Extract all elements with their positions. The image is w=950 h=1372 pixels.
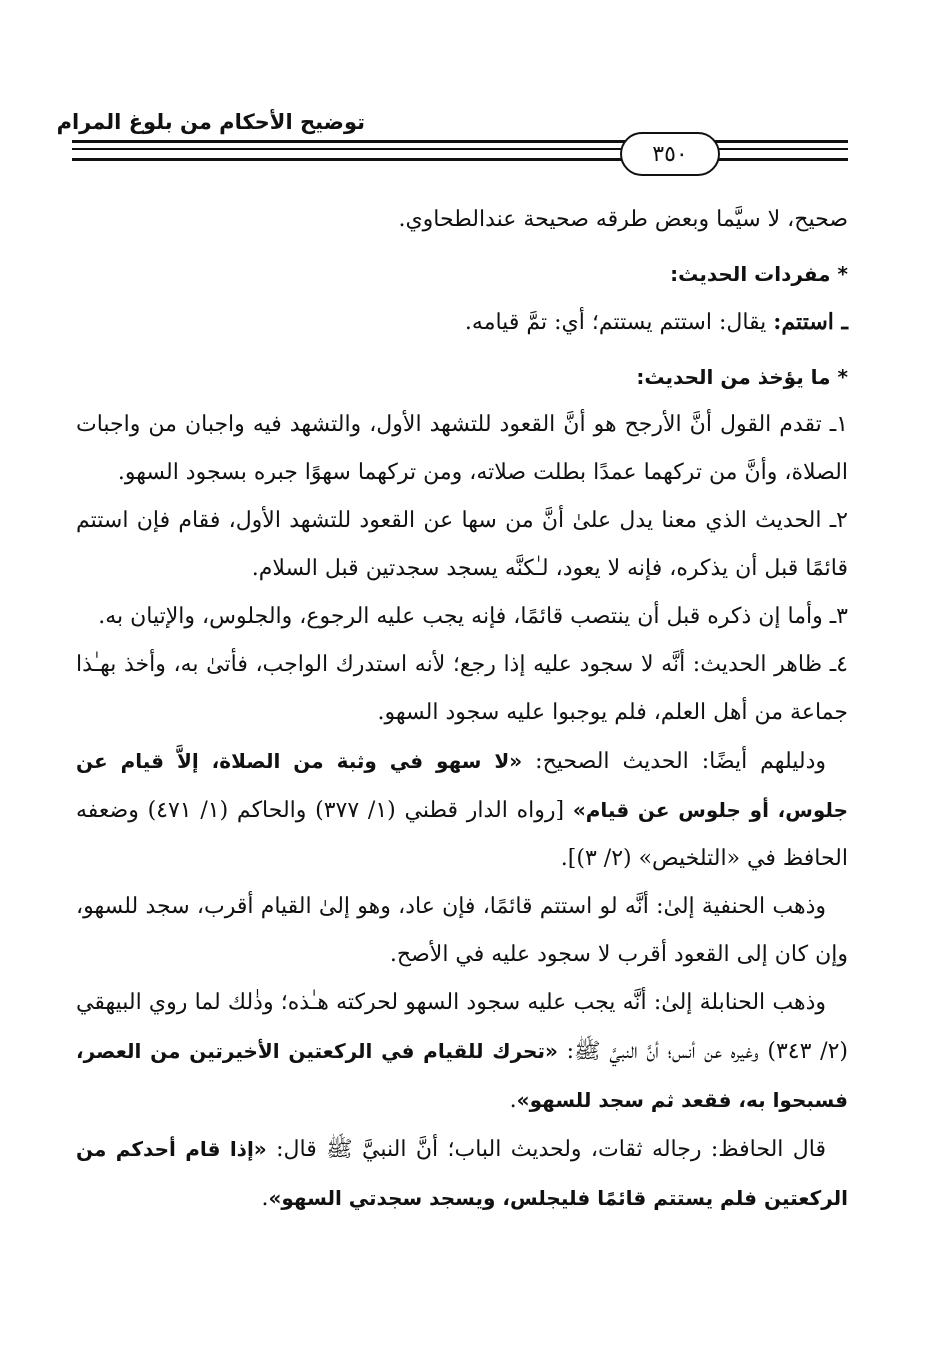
paragraph-hanbali xyxy=(76,979,848,1125)
header-rule-middle xyxy=(72,148,848,150)
paragraph-hanbali-text: وذهب الحنابلة إلىٰ: أنَّه يجب عليه سجود السهو لحركته هـٰذه؛ وذٰلك لما روي البيهقي (٢/ ٣٤٣) وغيره عن أنس؛ أنَّ النبيَّ ﷺ: xyxy=(76,990,848,1064)
running-header-title: توضيح الأحكام من بلوغ المرام xyxy=(56,110,365,134)
vocab-term: ـ استتم: xyxy=(773,309,848,335)
header-rule-bottom xyxy=(72,158,848,161)
paragraph-evidence-text: ودليلهم أيضًا: الحديث الصحيح: xyxy=(522,749,826,774)
header-rule-top xyxy=(72,140,848,143)
heading-vocabulary: * مفردات الحديث: xyxy=(670,262,848,286)
paragraph-hafiz-text: قال الحافظ: رجاله ثقات، ولحديث الباب؛ أنَّ النبيَّ ﷺ قال: xyxy=(266,1137,826,1162)
intro-line: صحيح، لا سيَّما وبعض طرقه صحيحة عندالطحاوي. xyxy=(398,207,848,232)
paragraph-hafiz xyxy=(76,1125,848,1223)
page-number: ٣٥٠ xyxy=(652,141,688,167)
hadith-quote-3: «إذا قام أحدكم من الركعتين فلم يستتم قائمًا فليجلس، ويسجد سجدتي السهو» xyxy=(76,1137,848,1210)
hadith-quote-1: «لا سهو في وثبة من الصلاة، إلاَّ قيام عن جلوس، أو جلوس عن قيام» xyxy=(76,749,848,822)
paragraph-evidence xyxy=(76,737,848,883)
page-number-badge xyxy=(620,132,720,176)
paragraph-hafiz-end: . xyxy=(261,1186,269,1211)
paragraph-evidence-citation: [رواه الدار قطني (١/ ٣٧٧) والحاكم (١/ ٤٧١) وضعفه الحافظ في «التلخيص» (٢/ ٣)]. xyxy=(76,798,848,871)
lesson-item-1: ١ـ تقدم القول أنَّ الأرجح هو أنَّ القعود للتشهد الأول، والتشهد فيه واجبان من واجبات الصلاة، وأنَّ من تركهما عمدًا بطلت صلاته، ومن تركهما سهوًا جبره بسجود السهو. xyxy=(76,412,848,485)
lesson-item-3: ٣ـ وأما إن ذكره قبل أن ينتصب قائمًا، فإنه يجب عليه الرجوع، والجلوس، والإتيان به. xyxy=(98,604,848,629)
vocab-entry xyxy=(76,298,848,347)
lesson-item-4: ٤ـ ظاهر الحديث: أنَّه لا سجود عليه إذا رجع؛ لأنه استدرك الواجب، فأتىٰ به، وأخذ بهـٰذا جماعة من أهل العلم، فلم يوجبوا عليه سجود السهو. xyxy=(76,652,848,725)
paragraph-hanafi: وذهب الحنفية إلىٰ: أنَّه لو استتم قائمًا، فإن عاد، وهو إلىٰ القيام أقرب، سجد للسهو، وإن كان إلى القعود أقرب لا سجود عليه في الأصح. xyxy=(76,894,848,967)
paragraph-hanbali-end: . xyxy=(509,1088,517,1113)
hadith-quote-2: «تحرك للقيام في الركعتين الأخيرتين من العصر، فسبحوا به، فقعد ثم سجد للسهو» xyxy=(76,1039,848,1112)
heading-lessons: * ما يؤخذ من الحديث: xyxy=(636,365,848,389)
lesson-item-2: ٢ـ الحديث الذي معنا يدل علىٰ أنَّ من سها عن القعود للتشهد الأول، فقام فإن استتم قائمًا قبل أن يذكره، فإنه لا يعود، لـٰكنَّه يسجد سجدتين قبل السلام. xyxy=(76,508,848,581)
vocab-definition: يقال: استتم يستتم؛ أي: تمَّ قيامه. xyxy=(464,310,774,335)
page-body xyxy=(76,196,848,1223)
